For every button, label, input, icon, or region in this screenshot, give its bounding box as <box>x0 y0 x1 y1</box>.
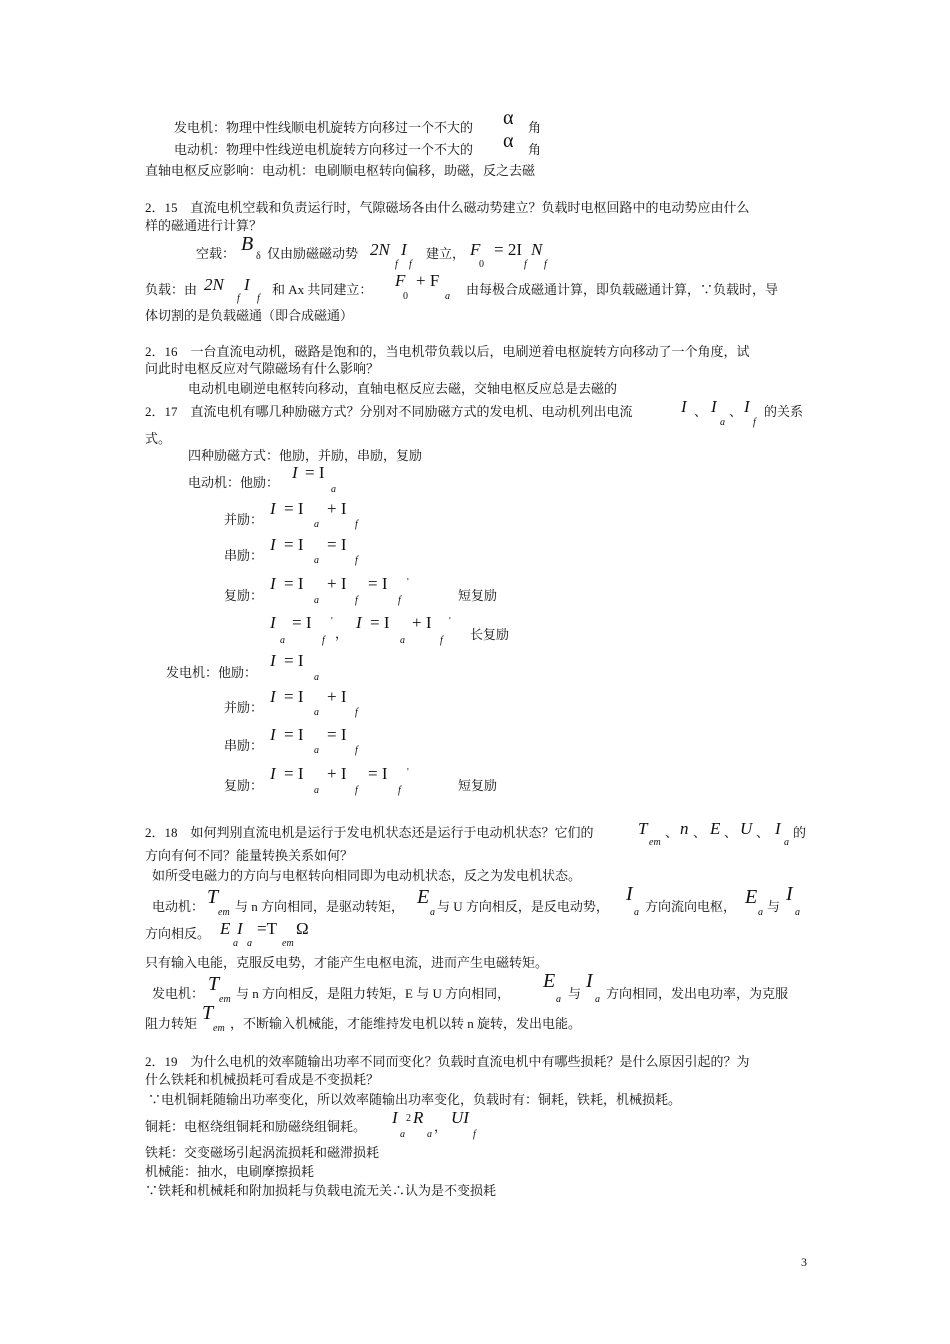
eq-i: = I <box>370 613 390 632</box>
question-2-19-line1: 2．19 为什么电机的效率随输出功率不同而变化？负载时直流电机中有哪些损耗？是什么原因引起的？为 <box>145 1054 750 1069</box>
i-symbol: I <box>270 687 276 706</box>
generator-tail: ，不断输入机械能，才能维持发电机以转 n 旋转，发出电能。 <box>230 1016 582 1031</box>
motor-series-label: 串励： <box>224 548 264 563</box>
sub-a: a <box>280 635 285 646</box>
with-word: 与 <box>767 899 781 914</box>
sub-f: f <box>524 259 527 270</box>
ia-symbol: I <box>786 883 793 905</box>
e-symbol: E <box>745 886 758 908</box>
delta-sub: δ <box>256 251 261 262</box>
sub-a: a <box>720 417 725 428</box>
sub-a: a <box>795 907 800 918</box>
generator-compound-label: 复励： <box>224 778 264 793</box>
mmf-2n: 2N <box>370 240 390 259</box>
page-number: 3 <box>801 1255 807 1269</box>
sub-f: f <box>398 595 401 606</box>
sub-a: a <box>247 938 252 949</box>
generator-i-text: 方向相同，发出电功率，为克服 <box>606 986 789 1001</box>
sub-a: a <box>314 595 319 606</box>
t-symbol: T <box>207 886 219 908</box>
sub-a: a <box>400 635 405 646</box>
eq-i: = I <box>284 725 304 744</box>
i-symbol: I <box>681 397 687 416</box>
eq-i: = I <box>305 463 325 482</box>
prime-mark: ' <box>449 616 451 627</box>
ia-symbol: I <box>237 919 243 938</box>
if-symbol: I <box>744 397 750 416</box>
angle-unit: 角 <box>528 120 542 135</box>
noload-label: 空载： <box>196 246 236 261</box>
sub-a: a <box>430 907 435 918</box>
sub-a: a <box>595 994 600 1005</box>
question-2-19-line2: 什么铁耗和机械损耗可看成是不变损耗？ <box>145 1072 380 1087</box>
comma: ， <box>335 626 349 641</box>
separator: 、 <box>694 404 708 419</box>
sub-em: em <box>218 907 230 918</box>
u-symbol: U <box>740 819 753 838</box>
iron-loss-line: 铁耗：交变磁场引起涡流损耗和磁滞损耗 <box>145 1145 380 1160</box>
sub-f: f <box>355 555 358 566</box>
question-2-16-line1: 2．16 一台直流电动机，磁路是饱和的，当电机带负载以后，电刷逆着电枢旋转方向移动了一个角度，试 <box>145 344 750 359</box>
sub-f: f <box>237 293 240 304</box>
omega-symbol: Ω <box>296 919 309 938</box>
motor-separate-label: 电动机：他励： <box>188 475 280 490</box>
question-2-19-answer: ∵电机铜耗随输出功率变化，所以效率随输出功率变化，负载时有：铜耗，铁耗，机械损耗。 <box>148 1092 682 1107</box>
long-compound-label: 长复励 <box>470 627 510 642</box>
sub-a: a <box>314 745 319 756</box>
four-excitation-types: 四种励磁方式：他励，并励，串励，复励 <box>188 448 423 463</box>
i-symbol: I <box>270 499 276 518</box>
motor-dir-text: 方向相反。 <box>145 926 211 941</box>
sub-f: f <box>398 785 401 796</box>
generator-label: 发电机： <box>152 986 205 1001</box>
sub-f: f <box>753 417 756 428</box>
plus-i: + I <box>327 574 347 593</box>
sub-f: f <box>473 1129 476 1140</box>
i-symbol: I <box>292 463 298 482</box>
sub-a: a <box>314 785 319 796</box>
plus-i: + I <box>327 499 347 518</box>
n-symbol: N <box>531 240 543 259</box>
question-2-18-line2: 方向有何不同？能量转换关系如何？ <box>145 848 354 863</box>
i-symbol: I <box>270 574 276 593</box>
prime-mark: ' <box>407 767 409 778</box>
separator: 、 <box>724 825 738 840</box>
sub-f: f <box>440 635 443 646</box>
eq-i: = I <box>327 725 347 744</box>
sub-em: em <box>282 938 294 949</box>
sub-f: f <box>355 745 358 756</box>
sub-f: f <box>322 635 325 646</box>
sub-f: f <box>409 259 412 270</box>
sub-a: a <box>314 519 319 530</box>
sub-a: a <box>427 1129 432 1140</box>
separator: 、 <box>756 825 770 840</box>
t-symbol: T <box>208 973 220 995</box>
sub-em: em <box>649 837 661 848</box>
eq-i: = I <box>284 764 304 783</box>
direct-axis-effect: 直轴电枢反应影响：电动机：电刷顺电枢转向偏移，助磁，反之去磁 <box>145 163 536 178</box>
motor-e-text: 与 U 方向相反，是反电动势， <box>437 899 609 914</box>
eq-i: = I <box>284 535 304 554</box>
ia-symbol: I <box>626 883 633 905</box>
load-label: 负载：由 <box>145 282 198 297</box>
prime-mark: ' <box>407 577 409 588</box>
short-compound-label: 短复励 <box>458 778 498 793</box>
sub-a: a <box>314 707 319 718</box>
b-symbol: B <box>241 233 254 255</box>
e-symbol: E <box>417 886 430 908</box>
motor-only-input: 只有输入电能，克服反电势，才能产生电枢电流，进而产生电磁转矩。 <box>145 955 549 970</box>
question-2-15-line1: 2．15 直流电机空载和负责运行时，气隙磁场各由什么磁动势建立？负载时电枢回路中的电动势应由什么 <box>145 200 750 215</box>
mechanical-loss-line: 机械能：抽水，电刷摩擦损耗 <box>145 1164 315 1179</box>
eq-i: = I <box>284 499 304 518</box>
sub-f: f <box>355 595 358 606</box>
constant-loss-conclusion: ∵铁耗和机械耗和附加损耗与负载电流无关∴认为是不变损耗 <box>145 1183 497 1198</box>
plus-i: + I <box>327 687 347 706</box>
sub-f: f <box>355 519 358 530</box>
copper-loss-line: 铜耗：电枢绕组铜耗和励磁绕组铜耗。 <box>145 1119 367 1134</box>
plus-f: + F <box>416 271 440 290</box>
question-2-16-answer: 电动机电刷逆电枢转向移动，直轴电枢反应去磁，交轴电枢反应总是去磁的 <box>188 381 618 396</box>
alpha-symbol: α <box>503 130 514 152</box>
i-symbol: I <box>270 651 276 670</box>
gen-neutral-line: 发电机：物理中性线顺电机旋转方向移过一个不大的 <box>174 120 474 135</box>
mmf-2n: 2N <box>204 275 224 294</box>
f-symbol: F <box>470 240 481 259</box>
eq-2i: = 2I <box>494 240 522 259</box>
question-2-17-line2: 式。 <box>145 431 172 446</box>
r-symbol: R <box>413 1108 424 1127</box>
sub-a: a <box>445 291 450 302</box>
sub-0: 0 <box>479 259 484 270</box>
eq-t: =T <box>257 919 277 938</box>
prime-mark: ' <box>331 616 333 627</box>
t-symbol: T <box>202 1002 214 1024</box>
sub-a: a <box>233 938 238 949</box>
sub-em: em <box>219 994 231 1005</box>
question-2-15-line2: 样的磁通进行计算？ <box>145 218 263 233</box>
resist-torque-label: 阻力转矩 <box>145 1016 198 1031</box>
sub-f: f <box>544 259 547 270</box>
angle-unit: 角 <box>528 142 542 157</box>
noload-mid: 仅由励磁磁动势 <box>267 246 359 261</box>
i-symbol: I <box>270 535 276 554</box>
generator-t-text: 与 n 方向相反，是阻力转矩，E 与 U 方向相同， <box>236 986 511 1001</box>
generator-separate-label: 发电机：他励： <box>166 665 258 680</box>
ui-symbol: UI <box>451 1108 469 1127</box>
question-2-18-answer: 如所受电磁力的方向与电枢转向相同即为电动机状态，反之为发电机状态。 <box>152 868 582 883</box>
mot-neutral-line: 电动机：物理中性线逆电机旋转方向移过一个不大的 <box>174 142 474 157</box>
load-tail2: 体切割的是负载磁通（即合成磁通） <box>145 308 354 323</box>
mmf-i: I <box>244 275 250 294</box>
sub-a: a <box>784 837 789 848</box>
motor-label: 电动机： <box>152 899 205 914</box>
motor-t-text: 与 n 方向相同，是驱动转矩， <box>235 899 405 914</box>
eq-i: = I <box>327 535 347 554</box>
generator-shunt-label: 并励： <box>224 700 264 715</box>
load-tail: 由每极合成磁通计算，即负载磁通计算，∵负载时，导 <box>466 282 779 297</box>
eq-i: = I <box>284 651 304 670</box>
sub-a: a <box>400 1129 405 1140</box>
separator: 、 <box>693 825 707 840</box>
sub-0: 0 <box>403 291 408 302</box>
ia-symbol: I <box>392 1108 398 1127</box>
sub-f: f <box>355 785 358 796</box>
f-symbol: F <box>395 271 406 290</box>
motor-compound-label: 复励： <box>224 588 264 603</box>
relation-word: 的关系 <box>764 404 804 419</box>
i-symbol: I <box>270 725 276 744</box>
sub-a: a <box>314 555 319 566</box>
comma: ， <box>434 1119 448 1134</box>
ia-symbol: I <box>711 397 717 416</box>
mmf-i: I <box>401 240 407 259</box>
ia-symbol: I <box>775 819 781 838</box>
ia-symbol: I <box>586 970 593 992</box>
sub-a: a <box>634 907 639 918</box>
i-symbol: I <box>270 764 276 783</box>
question-2-16-line2: 问此时电枢反应对气隙磁场有什么影响？ <box>145 361 380 376</box>
generator-series-label: 串励： <box>224 738 264 753</box>
sub-a: a <box>556 994 561 1005</box>
motor-i-text: 方向流向电枢， <box>645 899 737 914</box>
plus-i: + I <box>327 764 347 783</box>
sub-f: f <box>355 707 358 718</box>
ia-symbol: I <box>270 613 276 632</box>
question-2-18-line1: 2．18 如何判别直流电机是运行于发电机状态还是运行于电动机状态？它们的 <box>145 825 594 840</box>
sub-em: em <box>213 1023 225 1034</box>
eq-i: = I <box>368 574 388 593</box>
load-and: 和 Ax 共同建立： <box>272 282 373 297</box>
with-word: 与 <box>568 986 582 1001</box>
eq-i: = I <box>368 764 388 783</box>
square-sup: 2 <box>406 1113 411 1124</box>
e-symbol: E <box>710 819 721 838</box>
sub-f: f <box>395 259 398 270</box>
eq-i: = I <box>292 613 312 632</box>
i-symbol: I <box>356 613 362 632</box>
sub-a: a <box>758 907 763 918</box>
question-2-17-line1: 2．17 直流电机有哪几种励磁方式？分别对不同励磁方式的发电机、电动机列出电流 <box>145 404 633 419</box>
e-symbol: E <box>220 919 231 938</box>
eq-i: = I <box>284 687 304 706</box>
alpha-symbol: α <box>503 107 514 129</box>
e-symbol: E <box>543 970 556 992</box>
n-speed-symbol: n <box>680 819 689 838</box>
sub-f: f <box>257 293 260 304</box>
noload-build: 建立， <box>426 246 466 261</box>
motor-shunt-label: 并励： <box>224 512 264 527</box>
sub-a: a <box>314 672 319 683</box>
separator: 、 <box>665 825 679 840</box>
separator: 、 <box>729 404 743 419</box>
plus-i: + I <box>412 613 432 632</box>
eq-i: = I <box>284 574 304 593</box>
de-word: 的 <box>793 825 807 840</box>
sub-a: a <box>331 484 336 495</box>
t-symbol: T <box>638 819 648 838</box>
short-compound-label: 短复励 <box>458 588 498 603</box>
